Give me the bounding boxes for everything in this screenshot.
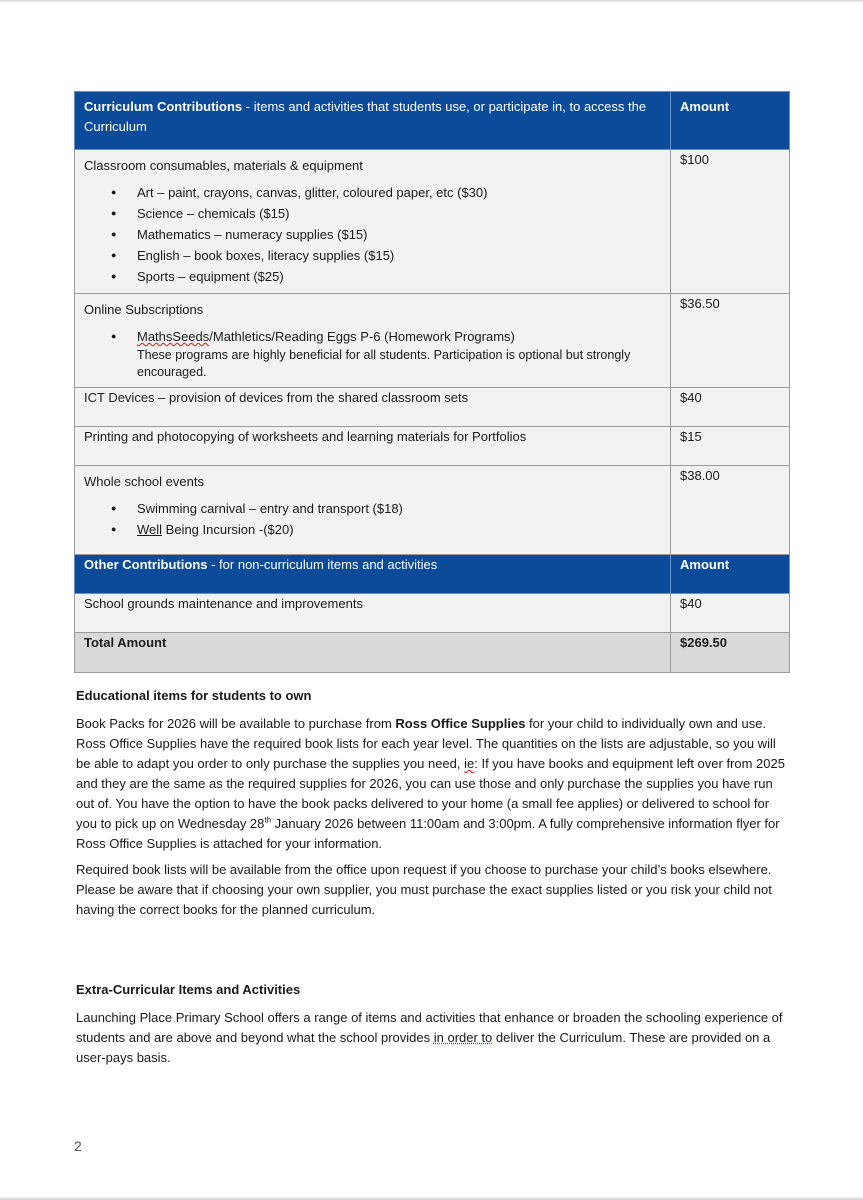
ict-cell: ICT Devices – provision of devices from the shared classroom sets	[75, 388, 671, 427]
online-cell	[75, 294, 671, 388]
list-item: ● Well Being Incursion -($20)	[137, 519, 661, 540]
educational-paragraph-2: Required book lists will be available from the office upon request if you choose to purchase your child’s books elsewhere. Please be aware that if choosing your own supplier, you must purchase the exact supplies listed or you risk your child not having the correct books for the planned curriculum.	[76, 862, 772, 917]
printing-cell: Printing and photocopying of worksheets and learning materials for Portfolios	[75, 427, 671, 466]
curriculum-header-cell: Curriculum Contributions - items and activities that students use, or participate in, to access the Curriculum	[75, 92, 671, 150]
classroom-items	[84, 182, 661, 287]
page-top-edge	[0, 0, 863, 3]
classroom-title: Classroom consumables, materials & equipment	[84, 158, 363, 173]
grammar-flag: in order to	[433, 1030, 493, 1045]
events-cell	[75, 466, 671, 555]
spelling-flag: MathsSeeds	[137, 329, 210, 344]
grounds-row	[75, 594, 790, 633]
total-row	[75, 633, 790, 673]
page-number: 2	[74, 1138, 82, 1154]
classroom-cell	[75, 150, 671, 294]
educational-heading: Educational items for students to own	[76, 688, 312, 703]
list-item: ● English – book boxes, literacy supplies ($15)	[137, 245, 661, 266]
educational-section	[76, 686, 788, 920]
ict-row	[75, 388, 790, 427]
classroom-amount: $100	[671, 150, 790, 294]
grounds-cell: School grounds maintenance and improvements	[75, 594, 671, 633]
events-amount: $38.00	[671, 466, 790, 555]
ict-amount: $40	[671, 388, 790, 427]
amount-header-cell: Amount	[671, 92, 790, 150]
list-item: ● MathsSeeds/Mathletics/Reading Eggs P-6 (Homework Programs) These programs are highly beneficial for all students. Participation is optional but strongly encouraged.	[137, 326, 661, 381]
page-bottom-edge	[0, 1196, 863, 1200]
classroom-row	[75, 150, 790, 294]
extra-section	[76, 980, 788, 1068]
online-row	[75, 294, 790, 388]
list-item: ● Sports – equipment ($25)	[137, 266, 661, 287]
online-title: Online Subscriptions	[84, 302, 204, 317]
list-item: ● Science – chemicals ($15)	[137, 203, 661, 224]
total-label: Total Amount	[75, 633, 671, 673]
other-header-cell: Other Contributions - for non-curriculum items and activities	[75, 555, 671, 594]
printing-row	[75, 427, 790, 466]
online-amount: $36.50	[671, 294, 790, 388]
other-header-row	[75, 555, 790, 594]
list-item: ● Art – paint, crayons, canvas, glitter, coloured paper, etc ($30)	[137, 182, 661, 203]
events-items	[84, 498, 661, 540]
contributions-table	[74, 91, 790, 673]
curriculum-header-row	[75, 92, 790, 150]
educational-paragraph-1: Book Packs for 2026 will be available to purchase from Ross Office Supplies for your child to individually own and use. Ross Office Supplies have the required book lists for each year level. The quantities on the lists are adjustable, so you will be able to adapt you order to only purchase the supplies you need, ie: If you have books and equipment left over from 2025 and they are the same as the required supplies for 2026, you can use those and only purchase the supplies you have run out of. You have the option to have the book packs delivered to your home (a small fee applies) or delivered to school for you to pick up on Wednesday 28th January 2026 between 11:00am and 3:00pm. A fully comprehensive information flyer for Ross Office Supplies is attached for your information.	[76, 716, 785, 851]
events-row	[75, 466, 790, 555]
printing-amount: $15	[671, 427, 790, 466]
online-note: These programs are highly beneficial for all students. Participation is optional but strongly encouraged.	[137, 348, 631, 379]
list-item: ● Swimming carnival – entry and transport ($18)	[137, 498, 661, 519]
events-title: Whole school events	[84, 474, 204, 489]
extra-heading: Extra-Curricular Items and Activities	[76, 982, 301, 997]
total-amount: $269.50	[671, 633, 790, 673]
grounds-amount: $40	[671, 594, 790, 633]
extra-paragraph: Launching Place Primary School offers a range of items and activities that enhance or broaden the schooling experience of students and are above and beyond what the school provides in order to deliver the Curriculum. These are provided on a user-pays basis.	[76, 1010, 783, 1065]
spelling-flag: ie	[464, 756, 475, 771]
online-items	[84, 326, 661, 381]
list-item: ● Mathematics – numeracy supplies ($15)	[137, 224, 661, 245]
other-amount-header: Amount	[671, 555, 790, 594]
